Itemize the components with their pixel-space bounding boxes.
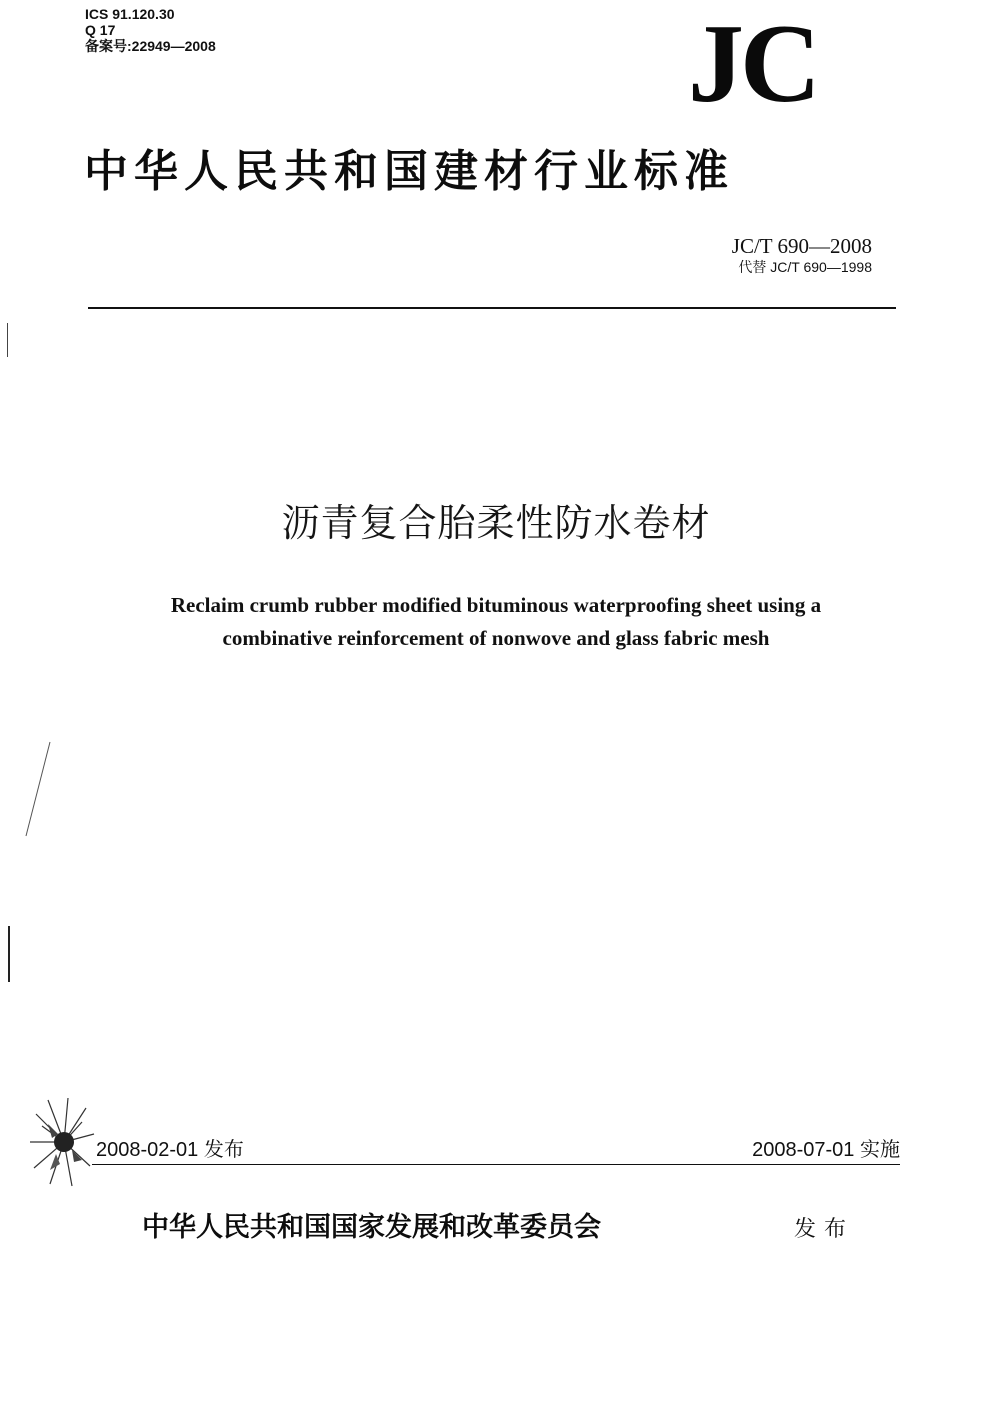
bottom-divider	[92, 1164, 900, 1165]
filing-number: 备案号:22949—2008	[85, 38, 216, 54]
header-metadata	[85, 6, 216, 54]
scan-artifact-stroke	[24, 740, 54, 840]
top-divider	[88, 307, 896, 309]
document-title-cn: 沥青复合胎柔性防水卷材	[281, 501, 711, 545]
standard-code-block	[732, 234, 872, 276]
scan-artifact-line	[7, 323, 8, 357]
issue-date: 2008-02-01 发布	[96, 1139, 244, 1161]
ics-code: ICS 91.120.30	[85, 6, 175, 22]
standard-title: 中华人民共和国建材行业标准	[84, 146, 734, 197]
standard-code: JC/T 690—2008	[731, 234, 872, 258]
seal-mark	[28, 1094, 100, 1190]
publisher-name: 中华人民共和国国家发展和改革委员会	[142, 1212, 601, 1243]
title-en-line-1: Reclaim crumb rubber modified bituminous waterproofing sheet using a	[170, 593, 822, 617]
implementation-date: 2008-07-01 实施	[752, 1139, 900, 1161]
replaces-code: 代替 JC/T 690—1998	[738, 259, 872, 275]
title-en-line-2: combinative reinforcement of nonwove and glass fabric mesh	[222, 626, 770, 650]
jc-logo: JC	[688, 2, 817, 126]
category-code: Q 17	[85, 22, 116, 38]
scan-artifact-line	[8, 926, 10, 982]
document-title-en	[80, 589, 912, 655]
publisher-suffix: 发布	[794, 1217, 855, 1242]
